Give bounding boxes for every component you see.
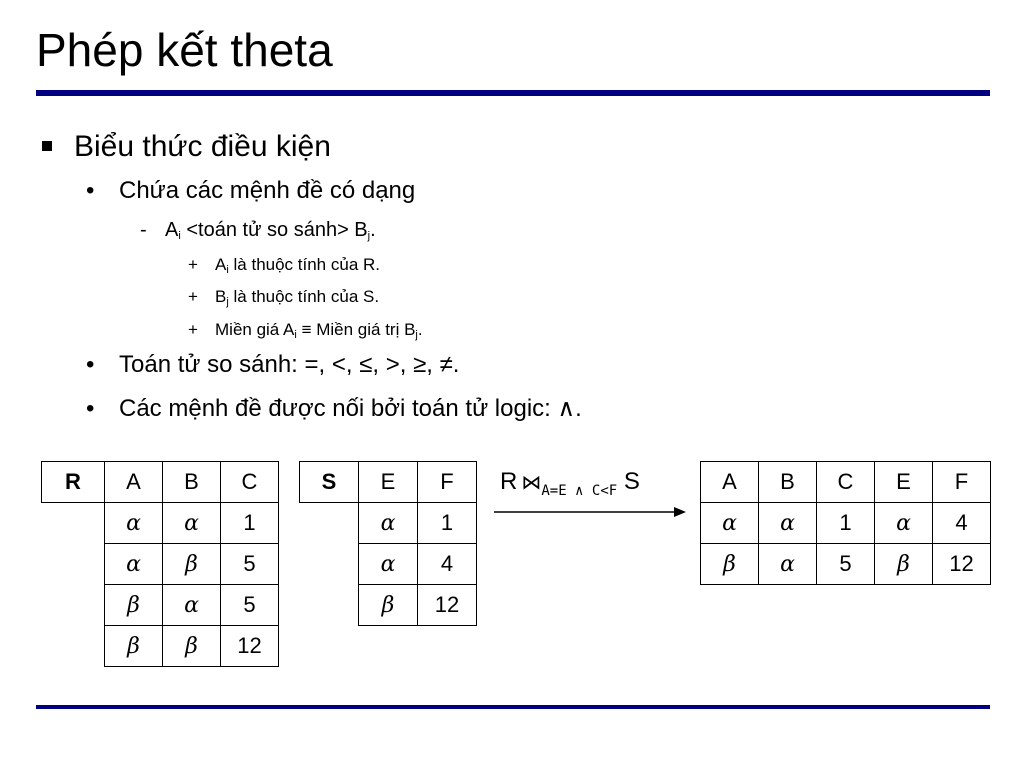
subscript-j: j <box>226 296 229 308</box>
period-text: . <box>370 219 376 241</box>
table-cell: 12 <box>933 544 991 585</box>
outline-level4-item-1 <box>188 254 380 276</box>
table-cell: α <box>105 503 163 544</box>
table-row <box>42 585 279 626</box>
table-cell: α <box>163 585 221 626</box>
square-bullet-icon <box>42 141 52 151</box>
table-cell: 5 <box>221 544 279 585</box>
table-row <box>300 585 477 626</box>
table-header-row <box>42 462 279 503</box>
header-cell: A <box>701 462 759 503</box>
table-cell: α <box>359 544 418 585</box>
table-cell: β <box>701 544 759 585</box>
table-cell: β <box>875 544 933 585</box>
join-left-operand: R <box>500 468 518 495</box>
outline-level4-item-3 <box>188 319 423 341</box>
bowtie-icon: ⋈ <box>521 472 542 494</box>
table-header-row <box>300 462 477 503</box>
outline-level1-text: Biểu thức điều kiện <box>74 130 331 163</box>
slide-title: Phép kết theta <box>36 24 333 76</box>
arrow-right-icon <box>494 502 686 522</box>
relation-r-table <box>41 461 279 667</box>
desc-text: là thuộc tính của S. <box>228 287 380 306</box>
theta-join-expression <box>500 468 640 499</box>
logic-and-symbol: ∧. <box>557 395 582 422</box>
table-cell: β <box>105 626 163 667</box>
period-text: . <box>417 320 423 339</box>
subscript-j: j <box>415 329 418 341</box>
header-cell: E <box>875 462 933 503</box>
outline-level2-text: Các mệnh đề được nối bởi toán tử logic: <box>119 395 558 422</box>
outline-level3-item <box>140 217 376 243</box>
table-cell: β <box>105 585 163 626</box>
title-divider <box>36 90 990 96</box>
header-cell: C <box>817 462 875 503</box>
relation-name-cell: R <box>42 462 105 503</box>
domain-b-text: Miền giá trị B <box>316 320 416 339</box>
bullet-dot-icon: • <box>86 351 95 378</box>
subscript-i: i <box>226 264 229 276</box>
join-condition: A=E ∧ C<F <box>541 483 618 499</box>
table-cell: 4 <box>418 544 477 585</box>
header-cell: F <box>418 462 477 503</box>
table-row <box>42 626 279 667</box>
table-cell: α <box>759 503 817 544</box>
subscript-i: i <box>294 329 297 341</box>
join-right-operand: S <box>623 468 640 495</box>
table-cell: α <box>759 544 817 585</box>
table-cell: β <box>163 544 221 585</box>
header-cell: B <box>163 462 221 503</box>
table-cell: 1 <box>221 503 279 544</box>
table-row <box>42 503 279 544</box>
plus-bullet-icon: + <box>188 320 198 339</box>
spacer-cell <box>300 544 359 585</box>
header-cell: F <box>933 462 991 503</box>
table-row <box>701 544 991 585</box>
spacer-cell <box>42 503 105 544</box>
table-cell: 1 <box>817 503 875 544</box>
outline-level1-item <box>36 130 331 164</box>
bullet-dot-icon: • <box>86 395 95 422</box>
table-row <box>42 544 279 585</box>
dash-bullet-icon: - <box>140 219 147 241</box>
table-cell: β <box>359 585 418 626</box>
relation-name-cell: S <box>300 462 359 503</box>
table-cell: 4 <box>933 503 991 544</box>
table-cell: α <box>163 503 221 544</box>
table-header-row <box>701 462 991 503</box>
header-cell: B <box>759 462 817 503</box>
table-cell: α <box>875 503 933 544</box>
domain-a-text: Miền giá A <box>215 320 295 339</box>
header-cell: A <box>105 462 163 503</box>
attr-a-text: A <box>215 255 227 274</box>
footer-divider <box>36 705 990 709</box>
spacer-cell <box>300 503 359 544</box>
attr-b-text: B <box>215 287 227 306</box>
spacer-cell <box>42 585 105 626</box>
table-cell: 12 <box>418 585 477 626</box>
table-cell: 1 <box>418 503 477 544</box>
table-cell: β <box>163 626 221 667</box>
table-cell: 5 <box>221 585 279 626</box>
result-relation-table <box>700 461 991 585</box>
outline-level2-text: Toán tử so sánh: =, <, ≤, >, ≥, ≠. <box>119 351 460 378</box>
subscript-i: i <box>178 230 181 242</box>
outline-level2-item-1 <box>86 176 415 206</box>
plus-bullet-icon: + <box>188 287 198 306</box>
table-row <box>300 544 477 585</box>
header-cell: C <box>221 462 279 503</box>
outline-level2-item-3 <box>86 394 582 424</box>
table-row <box>300 503 477 544</box>
table-row <box>701 503 991 544</box>
equiv-symbol: ≡ <box>296 320 317 339</box>
plus-bullet-icon: + <box>188 255 198 274</box>
subscript-j: j <box>367 230 371 242</box>
header-cell: E <box>359 462 418 503</box>
desc-text: là thuộc tính của R. <box>228 255 380 274</box>
outline-level2-text: Chứa các mệnh đề có dạng <box>119 177 416 204</box>
spacer-cell <box>42 544 105 585</box>
spacer-cell <box>42 626 105 667</box>
spacer-cell <box>300 585 359 626</box>
relation-s-table <box>299 461 477 626</box>
outline-level2-item-2 <box>86 350 459 380</box>
table-cell: 12 <box>221 626 279 667</box>
bullet-dot-icon: • <box>86 177 95 204</box>
table-cell: α <box>701 503 759 544</box>
outline-level4-item-2 <box>188 286 379 308</box>
table-cell: α <box>359 503 418 544</box>
comparison-form-text: <toán tử so sánh> B <box>180 219 368 241</box>
attr-a-text: A <box>165 219 179 241</box>
table-cell: 5 <box>817 544 875 585</box>
table-cell: α <box>105 544 163 585</box>
